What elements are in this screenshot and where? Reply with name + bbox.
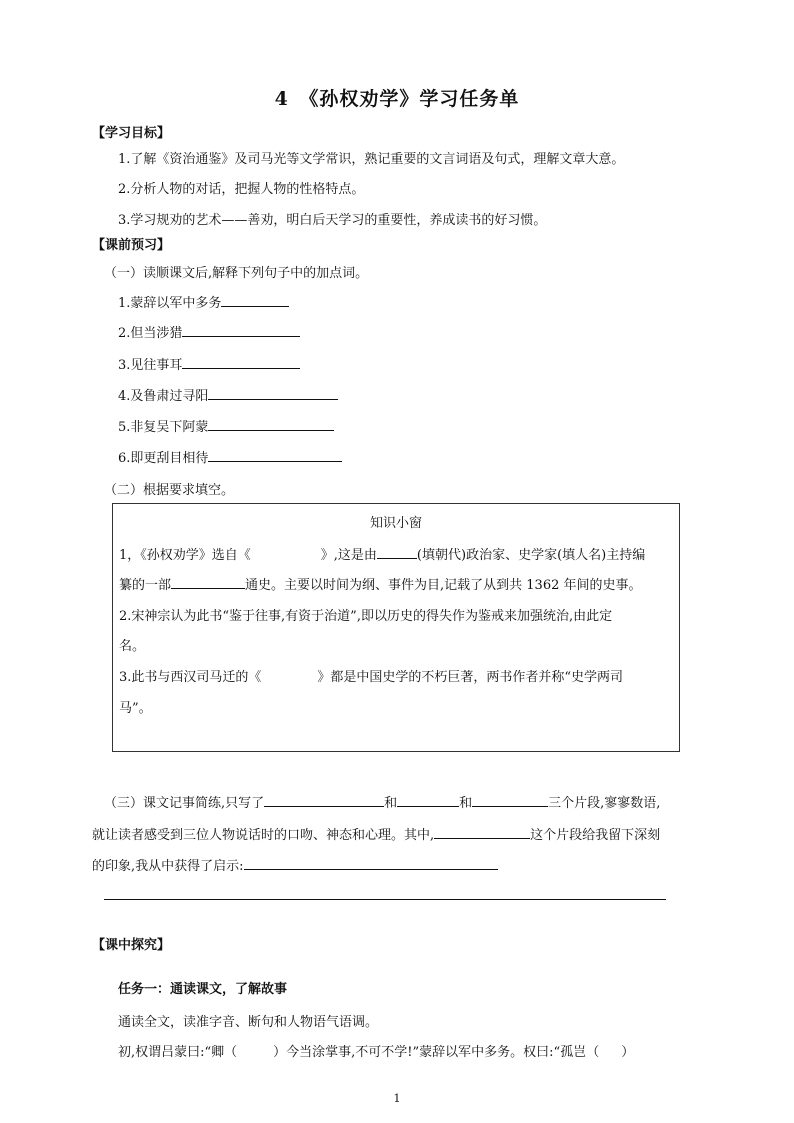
vocab-item: [118, 416, 334, 435]
knowledge-line: 马”。: [119, 701, 152, 716]
knowledge-line: 1，《孙权劝学》选自《 》,这是由 (填朝代)政治家、史学家(填人名)主持编: [119, 548, 646, 563]
page-number: 1: [393, 1092, 401, 1105]
vocab-item: [118, 447, 342, 466]
knowledge-line: 名。: [119, 639, 146, 654]
answer-blank[interactable]: [244, 857, 498, 870]
vocab-item-text: 4.及鲁肃过寻阳: [118, 389, 209, 404]
answer-blank[interactable]: [208, 387, 338, 400]
objective-item: 1.了解《资治通鉴》及司马光等文学常识，熟记重要的文言词语及句式，理解文章大意。: [118, 152, 625, 167]
knowledge-line: 纂的一部 通史。主要以时间为纲、事件为目,记载了从到共 1362 年间的史事。: [119, 578, 642, 593]
preview-part1-instruction: （一）读顺课文后,解释下列句子中的加点词。: [104, 266, 369, 281]
preview-heading: 【课前预习】: [92, 238, 171, 253]
vocab-item: [118, 354, 300, 373]
knowledge-box: [112, 503, 680, 752]
answer-blank[interactable]: [472, 794, 548, 807]
answer-blank[interactable]: [182, 324, 300, 337]
vocab-item-text: 1.蒙辞以军中多务: [118, 296, 222, 311]
vocab-item-text: 3.见往事耳: [118, 358, 183, 373]
classical-text-line: 初,权谓吕蒙曰:“卿（ ）今当涂掌事,不可不学!”蒙辞以军中多务。权曰:“孤岂（ ）: [118, 1045, 635, 1060]
part3-line: 的印象,我从中获得了启示:: [92, 855, 498, 874]
objective-item: 3.学习规劝的艺术——善劝，明白后天学习的重要性，养成读书的好习惯。: [118, 213, 547, 228]
answer-blank[interactable]: [208, 418, 334, 431]
page-title: 4 《孙权劝学》学习任务单: [274, 88, 520, 110]
knowledge-line: 2.宋神宗认为此书“鉴于往事,有资于治道”,即以历史的得失作为鉴戒来加强统治,由此定: [119, 609, 613, 624]
part3-line: （三）课文记事简练,只写了 和 和 三个片段,寥寥数语,: [104, 796, 661, 811]
vocab-item: [118, 322, 300, 341]
vocab-item-text: 6.即更刮目相待: [118, 451, 209, 466]
answer-blank[interactable]: [264, 794, 384, 807]
answer-blank[interactable]: [434, 826, 530, 839]
knowledge-box-title: 知识小窗: [369, 516, 422, 531]
objectives-heading: 【学习目标】: [92, 126, 171, 141]
vocab-item-text: 2.但当涉猎: [118, 326, 183, 341]
objective-item: 2.分析人物的对话，把握人物的性格特点。: [118, 182, 365, 197]
vocab-item-text: 5.非复吴下阿蒙: [118, 420, 209, 435]
answer-blank[interactable]: [221, 294, 289, 307]
vocab-item: [118, 292, 289, 311]
vocab-item: [118, 385, 338, 404]
task-description: 通读全文，读准字音、断句和人物语气语调。: [118, 1015, 379, 1030]
answer-line[interactable]: [104, 899, 666, 900]
answer-blank[interactable]: [182, 356, 300, 369]
answer-blank[interactable]: [171, 576, 245, 589]
task-heading: 任务一：通读课文，了解故事: [118, 982, 288, 997]
answer-blank[interactable]: [397, 794, 459, 807]
knowledge-line: 3.此书与西汉司马迁的《 》都是中国史学的不朽巨著，两书作者并称“史学两司: [119, 670, 624, 685]
explore-heading: 【课中探究】: [92, 938, 171, 953]
answer-blank[interactable]: [377, 546, 417, 559]
preview-part2-instruction: （二）根据要求填空。: [104, 483, 235, 498]
part3-line: 就让读者感受到三位人物说话时的口吻、神态和心理。其中, 这个片段给我留下深刻: [92, 828, 661, 843]
answer-blank[interactable]: [208, 449, 342, 462]
